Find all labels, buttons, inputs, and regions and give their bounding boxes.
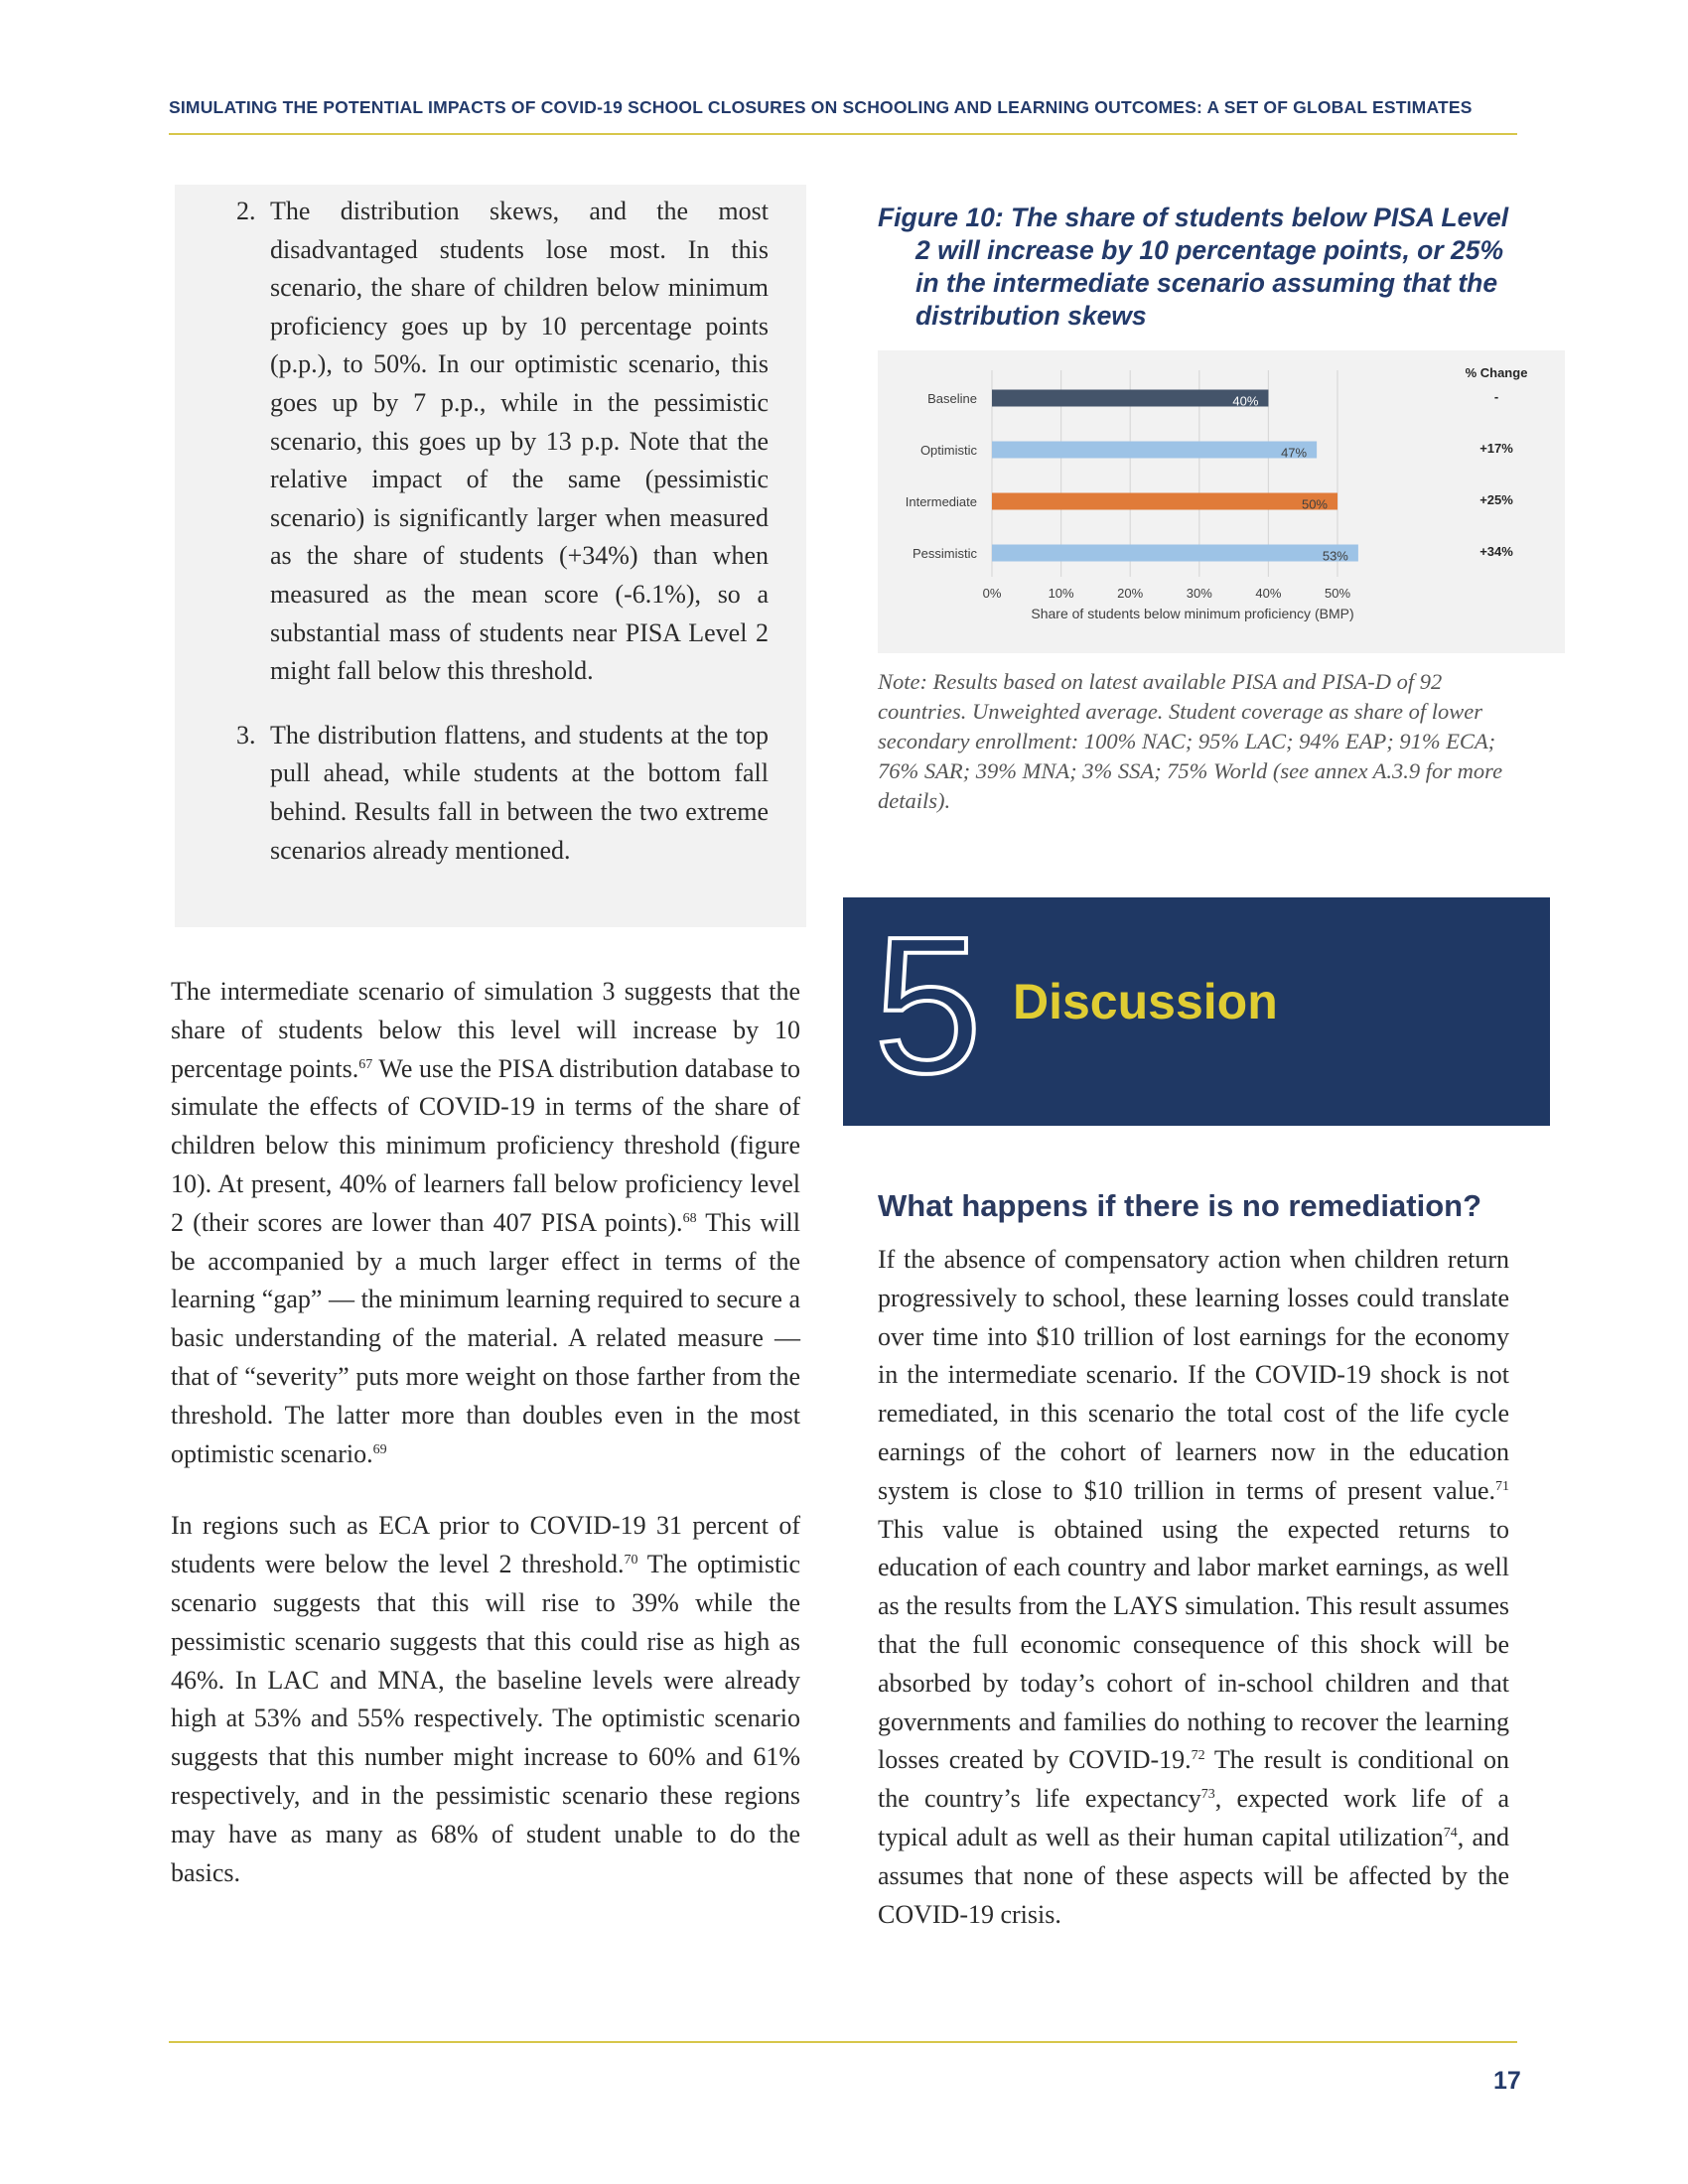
left-column-text xyxy=(171,973,800,1892)
x-tick-label: 50% xyxy=(1324,586,1351,601)
text-run: , and assumes that none of these aspects will be affected by the COVID-19 crisis. xyxy=(878,1822,1509,1929)
bar-optimistic xyxy=(992,442,1317,459)
footnote-ref[interactable]: 72 xyxy=(1191,1748,1205,1764)
x-axis-label: Share of students below minimum proficiency (BMP) xyxy=(1031,606,1354,621)
text-run: If the absence of compensatory action when children return progressively to school, these learning losses could translate over time into $10 trillion of lost earnings for the economy in the intermediate scenario. If the COVID-19 shock is not remediated, in this scenario the total cost of the life cycle earnings of the cohort of learners now in the education system is close to $10 trillion in terms of present value. xyxy=(878,1245,1509,1505)
section-number: 5 xyxy=(874,896,979,1114)
x-tick-label: 20% xyxy=(1117,586,1144,601)
bar-intermediate xyxy=(992,493,1337,510)
figure-caption xyxy=(878,202,1513,333)
bar-baseline xyxy=(992,390,1268,407)
x-tick-label: 0% xyxy=(982,586,1002,601)
text-run: The result is conditional on the country’s life expectancy xyxy=(878,1745,1509,1814)
paragraph xyxy=(171,1507,800,1892)
footnote-ref[interactable]: 67 xyxy=(358,1056,373,1072)
bar-pessimistic xyxy=(992,545,1358,562)
list-text: The distribution flattens, and students at the top pull ahead, while students at the bottom fall behind. Results fall in between the two extreme scenarios already mentioned. xyxy=(270,720,769,865)
section-title: Discussion xyxy=(1013,974,1278,1029)
footnote-ref[interactable]: 68 xyxy=(682,1210,697,1226)
text-run: The optimistic scenario suggests that this will rise to 39% while the pessimistic scenario suggests that this could rise as high as 46%. In LAC and MNA, the baseline levels were already high at 53% and 55% respectively. The optimistic scenario suggests that this number might increase to 60% and 61% respectively, and in the pessimistic scenario these regions may have as many as 68% of student unable to do the basics. xyxy=(171,1550,801,1887)
change-value: - xyxy=(1493,389,1499,404)
change-value: +25% xyxy=(1479,492,1513,507)
x-tick-label: 30% xyxy=(1186,586,1212,601)
text-run: , expected work life of a typical adult as well as their human capital utilization xyxy=(878,1784,1509,1851)
list-number: 2. xyxy=(236,197,256,225)
running-header: SIMULATING THE POTENTIAL IMPACTS OF COVID-19 SCHOOL CLOSURES ON SCHOOLING AND LEARNING OUTCOMES: A SET OF GLOBAL ESTIMATES xyxy=(169,97,1473,117)
change-value: +34% xyxy=(1479,544,1513,559)
list-item xyxy=(175,717,806,870)
data-label: 50% xyxy=(1301,496,1328,512)
data-label: 40% xyxy=(1232,393,1259,409)
subheading: What happens if there is no remediation? xyxy=(878,1188,1482,1223)
footnote-ref[interactable]: 69 xyxy=(372,1441,387,1457)
text-run: This value is obtained using the expected returns to education of each country and labor market earnings, as well as the results from the LAYS simulation. This result assumes that the full economic consequence of this shock will be absorbed by today’s cohort of in-school children and that governments and families do nothing to recover the learning losses created by COVID-19. xyxy=(878,1514,1509,1775)
list-text: The distribution skews, and the most disadvantaged students lose most. In this scenario, the share of children below minimum proficiency goes up by 10 percentage points (p.p.), to 50%. In our optimistic scenario, this goes up by 7 p.p., while in the pessimistic scenario, this goes up by 13 p.p. Note that the relative impact of the same (pessimistic scenario) is significantly larger when measured as the share of students (+34%) than when measured as the mean score (-6.1%), so a substantial mass of students near PISA Level 2 might fall below this threshold. xyxy=(270,197,769,686)
text-run: We use the PISA distribution database to simulate the effects of COVID-19 in terms of the share of children below this minimum proficiency threshold (figure 10). At present, 40% of learners fall below proficiency level 2 (their scores are lower than 407 PISA points). xyxy=(171,1053,800,1237)
paragraph xyxy=(878,1241,1509,1934)
footnote-ref[interactable]: 73 xyxy=(1200,1787,1215,1803)
data-label: 53% xyxy=(1322,548,1348,564)
header-rule xyxy=(169,133,1517,135)
footnote-ref[interactable]: 74 xyxy=(1443,1825,1458,1841)
category-label: Baseline xyxy=(927,391,977,406)
footer-rule xyxy=(169,2041,1517,2043)
change-header: % Change xyxy=(1465,365,1528,380)
change-value: +17% xyxy=(1479,441,1513,456)
right-column-text xyxy=(878,1241,1509,1934)
caption-line-1: Figure 10: The share of students below PISA Level xyxy=(878,203,1509,232)
scenario-box xyxy=(175,185,806,927)
scenario-list xyxy=(175,193,806,870)
text-run: The intermediate scenario of simulation 3 suggests that the share of students below this level will increase by 10 percentage points. xyxy=(171,977,800,1083)
footnote-ref[interactable]: 70 xyxy=(624,1553,638,1569)
page-number: 17 xyxy=(1493,2067,1521,2095)
chart-panel xyxy=(878,350,1565,653)
category-label: Optimistic xyxy=(919,443,977,458)
x-tick-label: 40% xyxy=(1255,586,1282,601)
paragraph xyxy=(171,973,800,1473)
bar-chart xyxy=(878,350,1565,653)
caption-line-2: 2 will increase by 10 percentage points, or 25% in the intermediate scenario assuming that the distribution skews xyxy=(915,235,1504,331)
list-item xyxy=(175,193,806,691)
text-run: This will be accompanied by a much larger effect in terms of the learning “gap” — the minimum learning required to secure a basic understanding of the material. A related measure — that of “severity” puts more weight on those farther from the threshold. The latter more than doubles even in the most optimistic scenario. xyxy=(171,1207,800,1468)
figure-note: Note: Results based on latest available PISA and PISA-D of 92 countries. Unweighted average. Student coverage as share of lower secondary enrollment: 100% NAC; 95% LAC; 94% EAP; 91% ECA; 76% SAR; 39% MNA; 3% SSA; 75% World (see annex A.3.9 for more details). xyxy=(878,669,1503,813)
category-label: Intermediate xyxy=(905,494,977,509)
data-label: 47% xyxy=(1281,445,1308,461)
text-run: In regions such as ECA prior to COVID-19 31 percent of students were below the level 2 threshold. xyxy=(171,1511,800,1579)
x-tick-label: 10% xyxy=(1048,586,1074,601)
list-number: 3. xyxy=(236,720,256,750)
footnote-ref[interactable]: 71 xyxy=(1495,1478,1509,1494)
category-label: Pessimistic xyxy=(912,546,977,561)
